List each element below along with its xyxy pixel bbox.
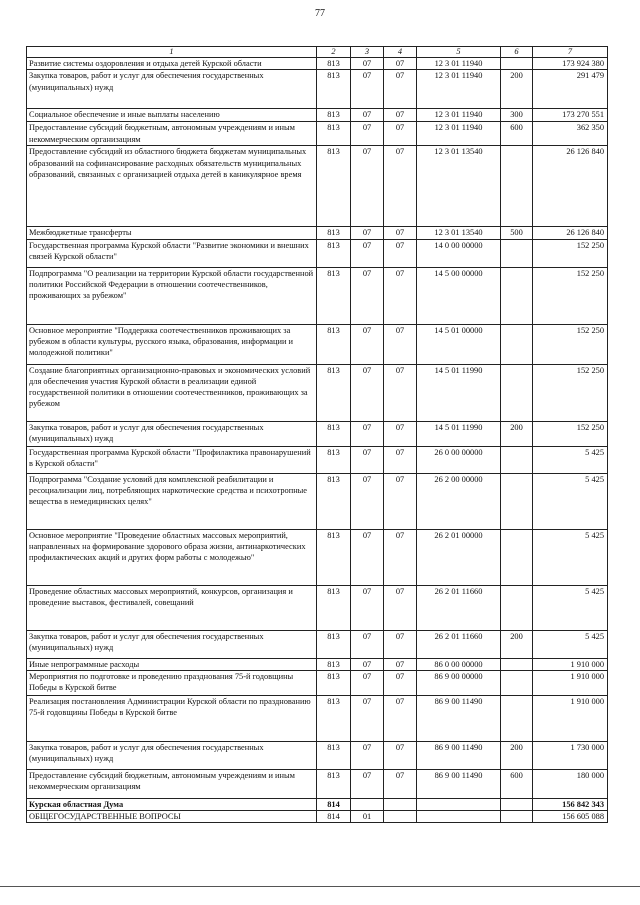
- row-name: Иные непрограммные расходы: [27, 658, 317, 670]
- table-row: [27, 811, 608, 823]
- row-section: 07: [351, 658, 384, 670]
- row-amount: 1 730 000: [533, 741, 608, 769]
- row-expense-type: 500: [501, 227, 533, 239]
- row-amount: 152 250: [533, 421, 608, 446]
- row-section: 07: [351, 146, 384, 227]
- row-subsection: 07: [384, 741, 417, 769]
- table-row: [27, 109, 608, 122]
- row-name: Социальное обеспечение и иные выплаты населению: [27, 109, 317, 122]
- row-amount: 1 910 000: [533, 670, 608, 695]
- row-section: 07: [351, 585, 384, 630]
- row-amount: 173 924 380: [533, 58, 608, 70]
- row-ved-code: 813: [317, 670, 351, 695]
- row-amount: 156 605 088: [533, 811, 608, 823]
- col-header-6: 6: [501, 47, 533, 58]
- row-name: Основное мероприятие "Проведение областных массовых мероприятий, направленных на формирование здорового образа жизни, антинаркотических профилактических акций и других форм работы с молодежью": [27, 529, 317, 585]
- row-expense-type: 200: [501, 70, 533, 109]
- row-expense-type: 200: [501, 421, 533, 446]
- row-name: Подпрограмма "Создание условий для комплексной реабилитации и ресоциализации лиц, потребляющих наркотические средства и психотропные вещества в немедицинских целях": [27, 473, 317, 529]
- row-name: Предоставление субсидий бюджетным, автономным учреждениям и иным некоммерческим организациям: [27, 769, 317, 798]
- row-target-article: 86 9 00 00000: [417, 670, 501, 695]
- row-target-article: 26 2 00 00000: [417, 473, 501, 529]
- row-subsection: 07: [384, 658, 417, 670]
- row-section: 07: [351, 109, 384, 122]
- row-amount: 5 425: [533, 473, 608, 529]
- row-target-article: 14 5 01 11990: [417, 364, 501, 421]
- row-expense-type: [501, 529, 533, 585]
- table-row: [27, 239, 608, 267]
- row-subsection: 07: [384, 58, 417, 70]
- row-section: [351, 798, 384, 810]
- row-name: Закупка товаров, работ и услуг для обеспечения государственных (муниципальных) нужд: [27, 630, 317, 658]
- table-row: [27, 473, 608, 529]
- budget-table: [26, 46, 608, 823]
- col-header-7: 7: [533, 47, 608, 58]
- row-subsection: 07: [384, 585, 417, 630]
- row-amount: 173 270 551: [533, 109, 608, 122]
- page-number: 77: [315, 8, 325, 19]
- row-section: 07: [351, 695, 384, 741]
- row-ved-code: 813: [317, 529, 351, 585]
- col-header-1: 1: [27, 47, 317, 58]
- table-row: [27, 227, 608, 239]
- row-amount: 152 250: [533, 239, 608, 267]
- row-subsection: 07: [384, 146, 417, 227]
- row-name: Курская областная Дума: [27, 798, 317, 810]
- bottom-rule: [0, 886, 640, 887]
- table-row: [27, 122, 608, 146]
- row-section: 07: [351, 364, 384, 421]
- row-target-article: [417, 798, 501, 810]
- row-name: Государственная программа Курской области "Профилактика правонарушений в Курской области": [27, 446, 317, 473]
- row-amount: 5 425: [533, 529, 608, 585]
- row-target-article: 26 0 00 00000: [417, 446, 501, 473]
- row-section: 07: [351, 324, 384, 364]
- table-row: [27, 670, 608, 695]
- row-name: Закупка товаров, работ и услуг для обеспечения государственных (муниципальных) нужд: [27, 70, 317, 109]
- row-name: Межбюджетные трансферты: [27, 227, 317, 239]
- row-section: 07: [351, 529, 384, 585]
- row-expense-type: [501, 670, 533, 695]
- row-ved-code: 813: [317, 324, 351, 364]
- row-name: Подпрограмма "О реализации на территории Курской области государственной политики Российской Федерации в отношении соотечественников, проживающих за рубежом": [27, 267, 317, 324]
- row-subsection: 07: [384, 267, 417, 324]
- col-header-5: 5: [417, 47, 501, 58]
- row-expense-type: [501, 58, 533, 70]
- row-expense-type: [501, 473, 533, 529]
- row-name: Реализация постановления Администрации Курской области по празднованию 75-й годовщины Победы в Курской битве: [27, 695, 317, 741]
- table-row: [27, 798, 608, 810]
- col-header-4: 4: [384, 47, 417, 58]
- table-row: [27, 585, 608, 630]
- row-expense-type: [501, 811, 533, 823]
- row-target-article: [417, 811, 501, 823]
- row-expense-type: 300: [501, 109, 533, 122]
- table-row: [27, 741, 608, 769]
- row-section: 07: [351, 670, 384, 695]
- row-name: Создание благоприятных организационно-правовых и экономических условий для обеспечения участия Курской области в реализации единой государственной политики в отношении соотечественников, проживающих за рубежом: [27, 364, 317, 421]
- row-ved-code: 813: [317, 239, 351, 267]
- row-name: Предоставление субсидий бюджетным, автономным учреждениям и иным некоммерческим организациям: [27, 122, 317, 146]
- row-ved-code: 813: [317, 364, 351, 421]
- table-row: [27, 695, 608, 741]
- row-subsection: 07: [384, 473, 417, 529]
- row-target-article: 86 0 00 00000: [417, 658, 501, 670]
- row-target-article: 86 9 00 11490: [417, 769, 501, 798]
- row-target-article: 86 9 00 11490: [417, 695, 501, 741]
- row-target-article: 12 3 01 11940: [417, 58, 501, 70]
- row-subsection: 07: [384, 769, 417, 798]
- row-subsection: 07: [384, 670, 417, 695]
- row-subsection: 07: [384, 122, 417, 146]
- row-ved-code: 813: [317, 446, 351, 473]
- row-amount: 152 250: [533, 267, 608, 324]
- row-ved-code: 813: [317, 585, 351, 630]
- row-ved-code: 813: [317, 58, 351, 70]
- table-row: [27, 446, 608, 473]
- row-ved-code: 813: [317, 227, 351, 239]
- row-expense-type: [501, 324, 533, 364]
- row-ved-code: 813: [317, 695, 351, 741]
- row-name: Предоставление субсидий из областного бюджета бюджетам муниципальных образований на софинансирование расходных обязательств муниципальных образований, связанных с организацией отдыха детей в каникулярное время: [27, 146, 317, 227]
- row-expense-type: 200: [501, 630, 533, 658]
- row-expense-type: 200: [501, 741, 533, 769]
- row-name: Развитие системы оздоровления и отдыха детей Курской области: [27, 58, 317, 70]
- row-ved-code: 813: [317, 109, 351, 122]
- row-section: 01: [351, 811, 384, 823]
- row-subsection: [384, 811, 417, 823]
- row-target-article: 14 5 01 00000: [417, 324, 501, 364]
- row-expense-type: [501, 239, 533, 267]
- table-row: [27, 324, 608, 364]
- row-amount: 362 350: [533, 122, 608, 146]
- row-section: 07: [351, 421, 384, 446]
- table-row: [27, 769, 608, 798]
- row-ved-code: 813: [317, 267, 351, 324]
- row-target-article: 12 3 01 11940: [417, 109, 501, 122]
- row-expense-type: [501, 446, 533, 473]
- table-row: [27, 146, 608, 227]
- row-target-article: 14 5 00 00000: [417, 267, 501, 324]
- row-ved-code: 813: [317, 630, 351, 658]
- row-section: 07: [351, 769, 384, 798]
- row-subsection: 07: [384, 421, 417, 446]
- table-row: [27, 421, 608, 446]
- row-amount: 1 910 000: [533, 695, 608, 741]
- row-amount: 5 425: [533, 630, 608, 658]
- table-row: [27, 70, 608, 109]
- row-subsection: 07: [384, 529, 417, 585]
- row-subsection: 07: [384, 695, 417, 741]
- row-target-article: 12 3 01 11940: [417, 122, 501, 146]
- row-expense-type: [501, 585, 533, 630]
- row-name: Мероприятия по подготовке и проведению празднования 75-й годовщины Победы в Курской битве: [27, 670, 317, 695]
- row-ved-code: 813: [317, 146, 351, 227]
- row-name: Закупка товаров, работ и услуг для обеспечения государственных (муниципальных) нужд: [27, 741, 317, 769]
- row-target-article: 26 2 01 00000: [417, 529, 501, 585]
- row-amount: 1 910 000: [533, 658, 608, 670]
- row-name: Проведение областных массовых мероприятий, конкурсов, организация и проведение выставок, фестивалей, совещаний: [27, 585, 317, 630]
- row-expense-type: [501, 364, 533, 421]
- row-amount: 5 425: [533, 585, 608, 630]
- row-section: 07: [351, 267, 384, 324]
- row-name: Закупка товаров, работ и услуг для обеспечения государственных (муниципальных) нужд: [27, 421, 317, 446]
- row-expense-type: [501, 146, 533, 227]
- row-section: 07: [351, 227, 384, 239]
- row-expense-type: [501, 658, 533, 670]
- row-section: 07: [351, 122, 384, 146]
- row-ved-code: 813: [317, 769, 351, 798]
- row-subsection: 07: [384, 109, 417, 122]
- table-row: [27, 58, 608, 70]
- row-target-article: 12 3 01 13540: [417, 227, 501, 239]
- col-header-3: 3: [351, 47, 384, 58]
- row-name: ОБЩЕГОСУДАРСТВЕННЫЕ ВОПРОСЫ: [27, 811, 317, 823]
- row-section: 07: [351, 473, 384, 529]
- row-subsection: 07: [384, 324, 417, 364]
- row-name: Основное мероприятие "Поддержка соотечественников проживающих за рубежом в области культуры, русского языка, образования, информации и молодежной политики": [27, 324, 317, 364]
- row-ved-code: 814: [317, 811, 351, 823]
- row-subsection: 07: [384, 239, 417, 267]
- row-target-article: 14 0 00 00000: [417, 239, 501, 267]
- row-section: 07: [351, 70, 384, 109]
- row-target-article: 26 2 01 11660: [417, 585, 501, 630]
- row-ved-code: 813: [317, 658, 351, 670]
- table-row: [27, 658, 608, 670]
- row-section: 07: [351, 239, 384, 267]
- row-subsection: [384, 798, 417, 810]
- row-name: Государственная программа Курской области "Развитие экономики и внешних связей Курской области": [27, 239, 317, 267]
- row-ved-code: 813: [317, 473, 351, 529]
- row-target-article: 12 3 01 11940: [417, 70, 501, 109]
- table-row: [27, 267, 608, 324]
- table-row: [27, 364, 608, 421]
- row-target-article: 14 5 01 11990: [417, 421, 501, 446]
- row-amount: 291 479: [533, 70, 608, 109]
- col-header-2: 2: [317, 47, 351, 58]
- row-ved-code: 813: [317, 421, 351, 446]
- row-target-article: 26 2 01 11660: [417, 630, 501, 658]
- row-section: 07: [351, 446, 384, 473]
- row-amount: 5 425: [533, 446, 608, 473]
- row-subsection: 07: [384, 70, 417, 109]
- row-ved-code: 813: [317, 70, 351, 109]
- row-section: 07: [351, 630, 384, 658]
- row-subsection: 07: [384, 446, 417, 473]
- row-amount: 26 126 840: [533, 146, 608, 227]
- row-amount: 156 842 343: [533, 798, 608, 810]
- row-ved-code: 813: [317, 741, 351, 769]
- table-row: [27, 529, 608, 585]
- row-amount: 180 000: [533, 769, 608, 798]
- row-expense-type: [501, 695, 533, 741]
- row-subsection: 07: [384, 227, 417, 239]
- row-expense-type: 600: [501, 769, 533, 798]
- row-target-article: 86 9 00 11490: [417, 741, 501, 769]
- row-amount: 152 250: [533, 364, 608, 421]
- row-ved-code: 814: [317, 798, 351, 810]
- row-target-article: 12 3 01 13540: [417, 146, 501, 227]
- row-expense-type: 600: [501, 122, 533, 146]
- row-ved-code: 813: [317, 122, 351, 146]
- row-amount: 26 126 840: [533, 227, 608, 239]
- row-section: 07: [351, 741, 384, 769]
- row-expense-type: [501, 267, 533, 324]
- table-row: [27, 630, 608, 658]
- row-section: 07: [351, 58, 384, 70]
- row-subsection: 07: [384, 630, 417, 658]
- row-amount: 152 250: [533, 324, 608, 364]
- row-subsection: 07: [384, 364, 417, 421]
- header-row: [27, 47, 608, 58]
- row-expense-type: [501, 798, 533, 810]
